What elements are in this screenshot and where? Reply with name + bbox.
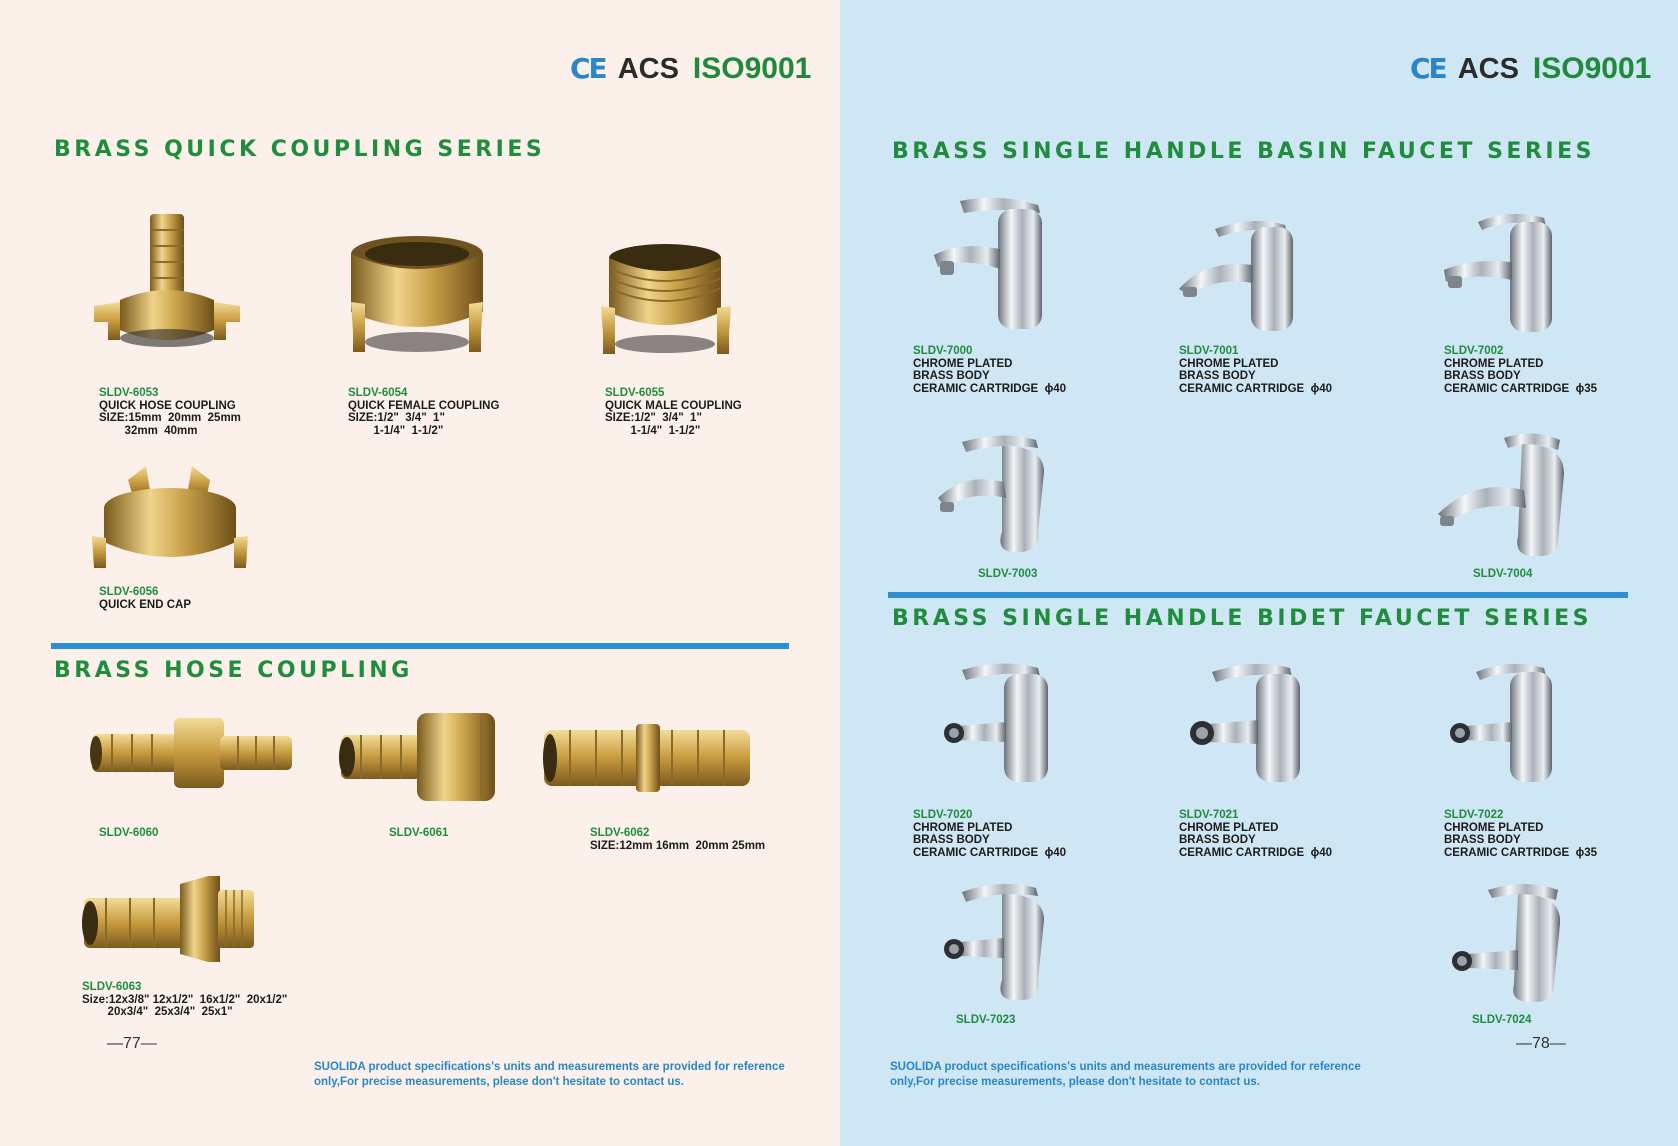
product-image-sldv-7023 [932,880,1057,1005]
section-divider [51,643,789,649]
product-caption-sldv-6063 [82,981,287,1019]
product-specs: CHROME PLATED BRASS BODY CERAMIC CARTRIDGE ϕ35 [1444,821,1598,859]
ce-mark: CE [570,52,606,85]
product-specs: QUICK FEMALE COUPLING SIZE:1/2" 3/4" 1" 1-1/4" 1-1/2" [348,399,500,437]
product-caption-sldv-7022 [1444,809,1597,859]
product-code: SLDV-7023 [956,1014,1016,1026]
product-specs: QUICK MALE COUPLING SIZE:1/2" 3/4" 1" 1-1/4" 1-1/2" [605,399,742,437]
ce-mark: CE [1410,52,1446,85]
acs-mark: ACS [1457,53,1519,85]
product-image-sldv-7024 [1438,880,1568,1005]
section-title-hose-coupling: BRASS HOSE COUPLING [54,658,413,683]
right-page [840,0,1678,1146]
product-specs: CHROME PLATED BRASS BODY CERAMIC CARTRIDGE ϕ40 [913,357,1067,395]
product-code: SLDV-7021 [1179,809,1239,821]
product-caption-sldv-7004 [1473,568,1532,581]
product-caption-sldv-7000 [913,345,1066,395]
product-image-sldv-7021 [1178,660,1308,785]
product-specs: Size:12x3/8" 12x1/2" 16x1/2" 20x1/2" 20x3/4" 25x3/4" 25x1" [82,993,288,1018]
product-code: SLDV-6063 [82,981,142,993]
product-specs: QUICK END CAP [99,598,192,611]
product-specs: CHROME PLATED BRASS BODY CERAMIC CARTRIDGE ϕ40 [913,821,1067,859]
product-image-sldv-7022 [1440,660,1560,785]
product-image-sldv-6055 [597,240,737,370]
product-caption-sldv-6062 [590,827,765,852]
iso-mark: ISO9001 [1532,52,1652,85]
product-caption-sldv-7021 [1179,809,1332,859]
product-code: SLDV-6053 [99,387,159,399]
certification-logos [570,52,811,86]
product-specs: CHROME PLATED BRASS BODY CERAMIC CARTRIDGE ϕ40 [1179,357,1333,395]
section-title-bidet-faucet: BRASS SINGLE HANDLE BIDET FAUCET SERIES [892,606,1592,631]
product-image-sldv-7002 [1440,210,1560,335]
product-caption-sldv-7020 [913,809,1066,859]
product-caption-sldv-6055 [605,387,742,437]
product-code: SLDV-6055 [605,387,665,399]
product-code: SLDV-6061 [389,827,449,839]
product-code: SLDV-7024 [1472,1014,1532,1026]
product-code: SLDV-6056 [99,586,159,598]
section-title-quick-coupling: BRASS QUICK COUPLING SERIES [54,137,546,162]
product-image-sldv-7001 [1175,215,1310,335]
acs-mark: ACS [617,53,679,85]
product-code: SLDV-7002 [1444,345,1504,357]
page-number: —77— [107,1035,157,1052]
product-specs: CHROME PLATED BRASS BODY CERAMIC CARTRIDGE ϕ40 [1179,821,1333,859]
product-image-sldv-7003 [932,432,1057,557]
product-code: SLDV-6054 [348,387,408,399]
product-caption-sldv-7002 [1444,345,1597,395]
product-code: SLDV-6060 [99,827,159,839]
product-caption-sldv-7001 [1179,345,1332,395]
product-caption-sldv-6053 [99,387,241,437]
product-image-sldv-6054 [345,232,495,372]
product-code: SLDV-6062 [590,827,650,839]
product-caption-sldv-6061 [389,827,448,840]
product-caption-sldv-7023 [956,1014,1015,1027]
product-specs: SIZE:12mm 16mm 20mm 25mm [590,839,766,852]
product-code: SLDV-7003 [978,568,1038,580]
iso-mark: ISO9001 [692,52,812,85]
footer-disclaimer: SUOLIDA product specifications's units and measurements are provided for reference only,For precise measurements, please don't hesitate to contact us. [890,1061,1361,1088]
product-caption-sldv-6054 [348,387,499,437]
product-caption-sldv-6060 [99,827,158,840]
footer-disclaimer: SUOLIDA product specifications's units and measurements are provided for reference only,For precise measurements, please don't hesitate to contact us. [314,1061,785,1088]
product-image-sldv-6053 [90,210,250,370]
page-number: —78— [1516,1035,1566,1052]
product-image-sldv-6063 [80,872,260,967]
product-image-sldv-6061 [337,705,502,805]
product-image-sldv-7020 [932,660,1057,785]
section-divider [888,592,1628,598]
product-image-sldv-6062 [540,718,755,798]
section-title-basin-faucet: BRASS SINGLE HANDLE BASIN FAUCET SERIES [892,139,1595,164]
product-image-sldv-7000 [930,195,1060,335]
product-code: SLDV-7020 [913,809,973,821]
certification-logos [1410,52,1651,86]
product-caption-sldv-6056 [99,586,191,611]
product-specs: CHROME PLATED BRASS BODY CERAMIC CARTRIDGE ϕ35 [1444,357,1598,395]
product-specs: QUICK HOSE COUPLING SIZE:15mm 20mm 25mm 32mm 40mm [99,399,241,437]
product-code: SLDV-7000 [913,345,973,357]
product-code: SLDV-7004 [1473,568,1533,580]
product-image-sldv-7004 [1434,430,1574,560]
product-caption-sldv-7024 [1472,1014,1531,1027]
product-code: SLDV-7001 [1179,345,1239,357]
product-code: SLDV-7022 [1444,809,1504,821]
product-image-sldv-6060 [88,712,298,792]
product-caption-sldv-7003 [978,568,1037,581]
product-image-sldv-6056 [88,460,253,580]
